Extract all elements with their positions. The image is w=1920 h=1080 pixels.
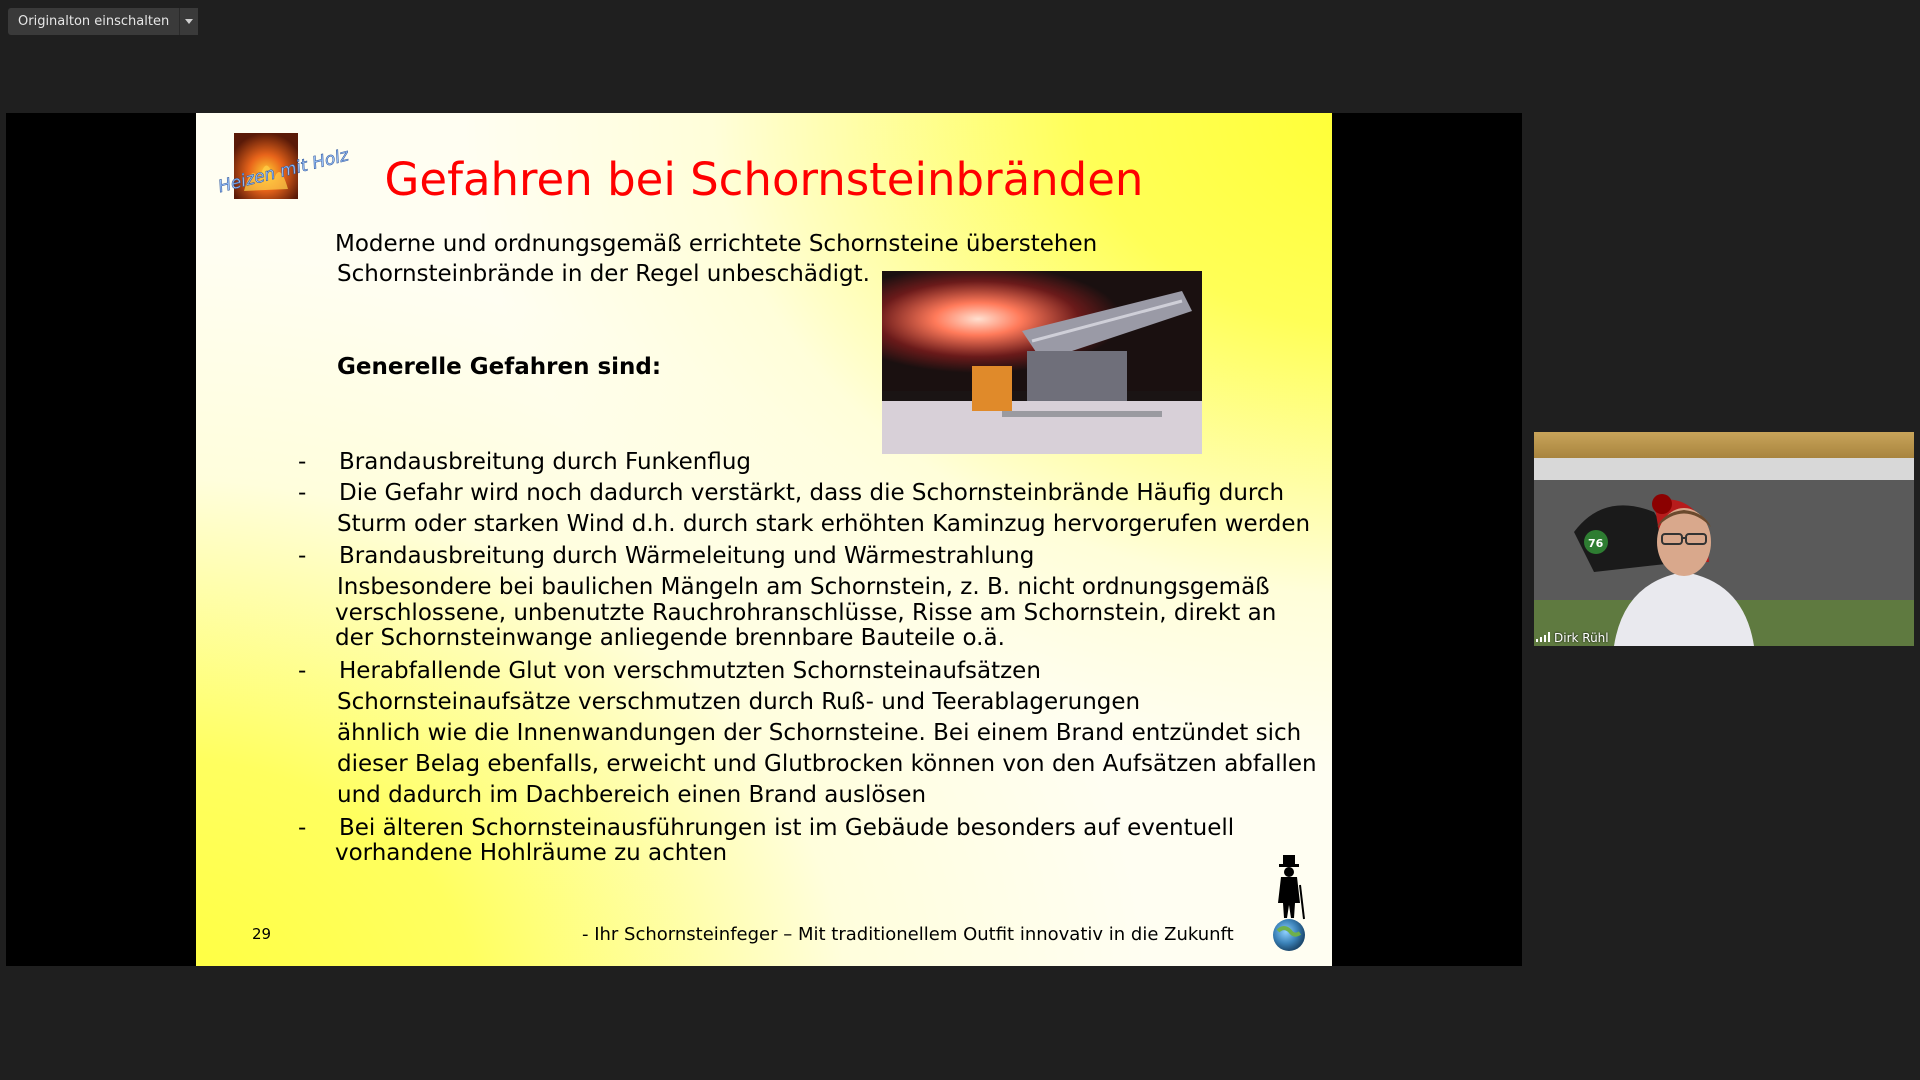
bullet-1-line-1: Brandausbreitung durch Funkenflug: [339, 449, 752, 475]
intro-line-1: Moderne und ordnungsgemäß errichtete Schornsteine überstehen: [335, 231, 1098, 257]
bullet-4-line-4: dieser Belag ebenfalls, erweicht und Glutbrocken können von den Aufsätzen abfallen: [337, 751, 1317, 777]
bullet-2-line-2: Sturm oder starken Wind d.h. durch stark erhöhten Kaminzug hervorgerufen werden: [337, 511, 1311, 537]
bullet-dash: -: [298, 449, 307, 475]
bullet-dash: -: [298, 480, 307, 506]
slide-footer: - Ihr Schornsteinfeger – Mit traditionellem Outfit innovativ in die Zukunft: [582, 924, 1234, 945]
race-number: 76: [1588, 537, 1604, 550]
signal-icon: [1536, 631, 1550, 645]
bullet-dash: -: [298, 543, 307, 569]
dangers-heading: Generelle Gefahren sind:: [337, 354, 662, 380]
participant-video[interactable]: [1534, 432, 1914, 646]
presentation-slide: [196, 113, 1332, 966]
bullet-5-line-2: vorhandene Hohlräume zu achten: [335, 840, 728, 866]
original-audio-label: Originalton einschalten: [18, 14, 170, 29]
chimney-sweep-icon: [1266, 853, 1316, 953]
bullet-5-line-1: Bei älteren Schornsteinausführungen ist im Gebäude besonders auf eventuell: [339, 815, 1235, 841]
chevron-down-icon[interactable]: [179, 8, 198, 35]
bullet-4-line-5: und dadurch im Dachbereich einen Brand auslösen: [337, 782, 927, 808]
bullet-3-line-2: Insbesondere bei baulichen Mängeln am Schornstein, z. B. nicht ordnungsgemäß: [337, 574, 1270, 600]
chimney-fire-photo: [882, 271, 1202, 454]
bullet-3-line-3: verschlossene, unbenutzte Rauchrohranschlüsse, Risse am Schornstein, direkt an: [335, 600, 1277, 626]
intro-line-2: Schornsteinbrände in der Regel unbeschädigt.: [337, 261, 870, 287]
bullet-3-line-1: Brandausbreitung durch Wärmeleitung und Wärmestrahlung: [339, 543, 1035, 569]
bullet-3-line-4: der Schornsteinwange anliegende brennbare Bauteile o.ä.: [335, 625, 1005, 651]
bullet-4-line-2: Schornsteinaufsätze verschmutzen durch Ruß- und Teerablagerungen: [337, 689, 1141, 715]
logo-text: Heizen mit Holz: [216, 145, 351, 198]
participant-name-label: [1536, 631, 1609, 645]
original-audio-button[interactable]: [8, 8, 198, 35]
participant-name: Dirk Rühl: [1554, 631, 1609, 645]
bullet-4-line-1: Herabfallende Glut von verschmutzten Schornsteinaufsätzen: [339, 658, 1041, 684]
slide-page-number: 29: [252, 925, 272, 943]
slide-title: Gefahren bei Schornsteinbränden: [384, 153, 1144, 206]
bullet-2-line-1: Die Gefahr wird noch dadurch verstärkt, dass die Schornsteinbrände Häufig durch: [339, 480, 1285, 506]
bullet-4-line-3: ähnlich wie die Innenwandungen der Schornsteine. Bei einem Brand entzündet sich: [337, 720, 1302, 746]
bullet-dash: -: [298, 815, 307, 841]
bullet-dash: -: [298, 658, 307, 684]
